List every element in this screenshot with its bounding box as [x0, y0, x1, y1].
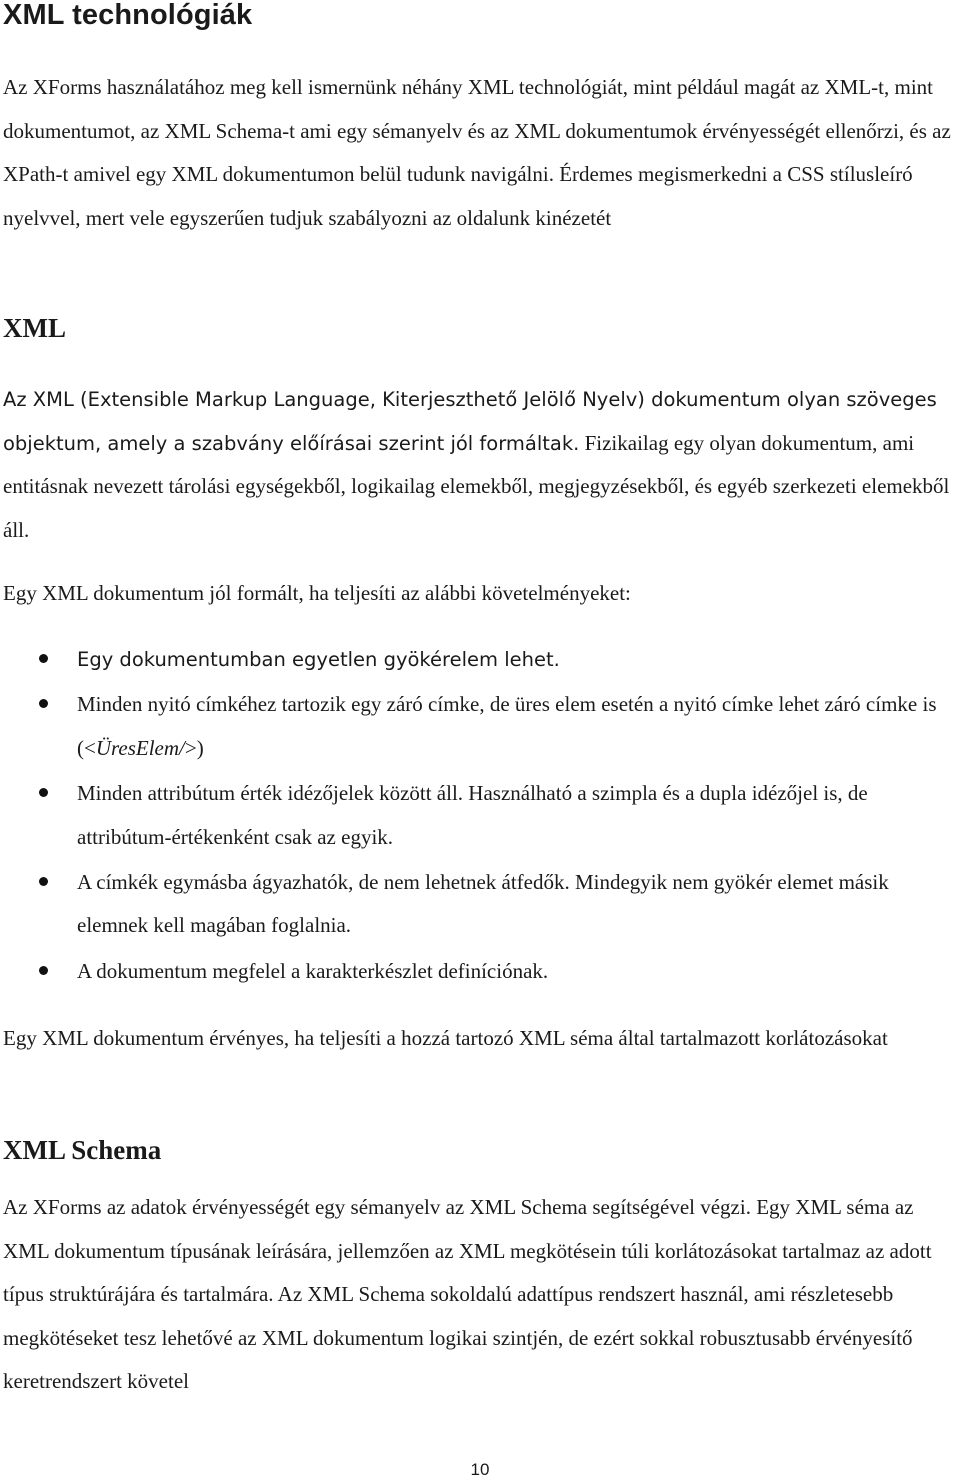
- list-item: [3, 638, 959, 682]
- list-item-text: A címkék egymásba ágyazhatók, de nem lehetnek átfedők. Mindegyik nem gyökér elemet másik elemnek kell magában foglalnia.: [77, 869, 889, 938]
- xml-definition-paragraph: [3, 378, 959, 552]
- requirements-intro: Egy XML dokumentum jól formált, ha teljesíti az alábbi követelményeket:: [3, 581, 631, 605]
- list-item: [3, 683, 959, 770]
- xml-definition-sans-text: Az XML (Extensible Markup Language, Kiterjeszthető Jelölő Nyelv) dokumentum olyan szöveges objektum, amely a szabvány előírásai szerint jól formáltak.: [3, 388, 937, 455]
- list-item: [3, 772, 959, 859]
- list-item-text: A dokumentum megfelel a karakterkészlet definíciónak.: [77, 958, 549, 983]
- list-item: [3, 861, 959, 948]
- requirements-list: [3, 638, 959, 995]
- xml-definition-serif-text: Fizikailag egy olyan dokumentum, ami entitásnak nevezett tárolási egységekből, logikailag elemekből, megjegyzésekből, és egyéb szerkezeti elemekből áll.: [3, 430, 950, 542]
- intro-text-part1: Az XForms használatához meg kell ismernünk néhány XML technológiát, mint például magát az XML-t, mint dokumentumot, az XML Schema-t ami egy sémanyelv és az XML dokumentumok érvényességét ellenőrzi, és az XPath-t amivel egy XML dokumentumon belül tudunk navigálni.: [3, 75, 951, 187]
- intro-paragraph: [3, 66, 959, 240]
- bullet-icon: [39, 654, 48, 663]
- list-item-text-tail: >): [184, 735, 204, 760]
- bullet-icon: [39, 699, 48, 708]
- bullet-icon: [39, 966, 48, 975]
- section-heading-xml-schema: XML Schema: [3, 1135, 162, 1165]
- list-item-text: Minden nyitó címkéhez tartozik egy záró címke, de üres elem esetén a nyitó címke lehet záró címke is (<: [77, 692, 937, 760]
- bullet-icon: [39, 788, 48, 797]
- bullet-icon: [39, 877, 48, 886]
- validity-paragraph: Egy XML dokumentum érvényes, ha teljesíti a hozzá tartozó XML séma által tartalmazott korlátozásokat: [3, 1026, 888, 1050]
- list-item-italic-text: ÜresElem/: [95, 735, 185, 760]
- page-title: XML technológiák: [3, 0, 253, 31]
- list-item-text: Minden attribútum érték idézőjelek között áll. Használható a szimpla és a dupla idézőjel is, de attribútum-értékenként csak az egyik.: [77, 780, 868, 849]
- xml-schema-paragraph: Az XForms az adatok érvényességét egy sémanyelv az XML Schema segítségével végzi. Egy XML séma az XML dokumentum típusának leírására, jellemzően az XML megkötésein túli korlátozásokat tartalmaz az adott típus struktúrájára és tartalmára. Az XML Schema sokoldalú adattípus rendszert használ, ami részletesebb megkötéseket tesz lehetővé az XML dokumentum logikai szintjén, de ezért sokkal robusztusabb érvényesítő keretrendszert követel: [3, 1195, 932, 1394]
- section-heading-xml: XML: [3, 313, 66, 343]
- page-number: 10: [470, 1460, 490, 1479]
- list-item: [3, 950, 959, 994]
- list-item-text: Egy dokumentumban egyetlen gyökérelem lehet.: [77, 648, 560, 671]
- intro-text-part2: Érdemes megismerkedni a CSS stílusleíró nyelvvel, mert vele egyszerűen tudjuk szabályozni az oldalunk kinézetét: [3, 162, 913, 230]
